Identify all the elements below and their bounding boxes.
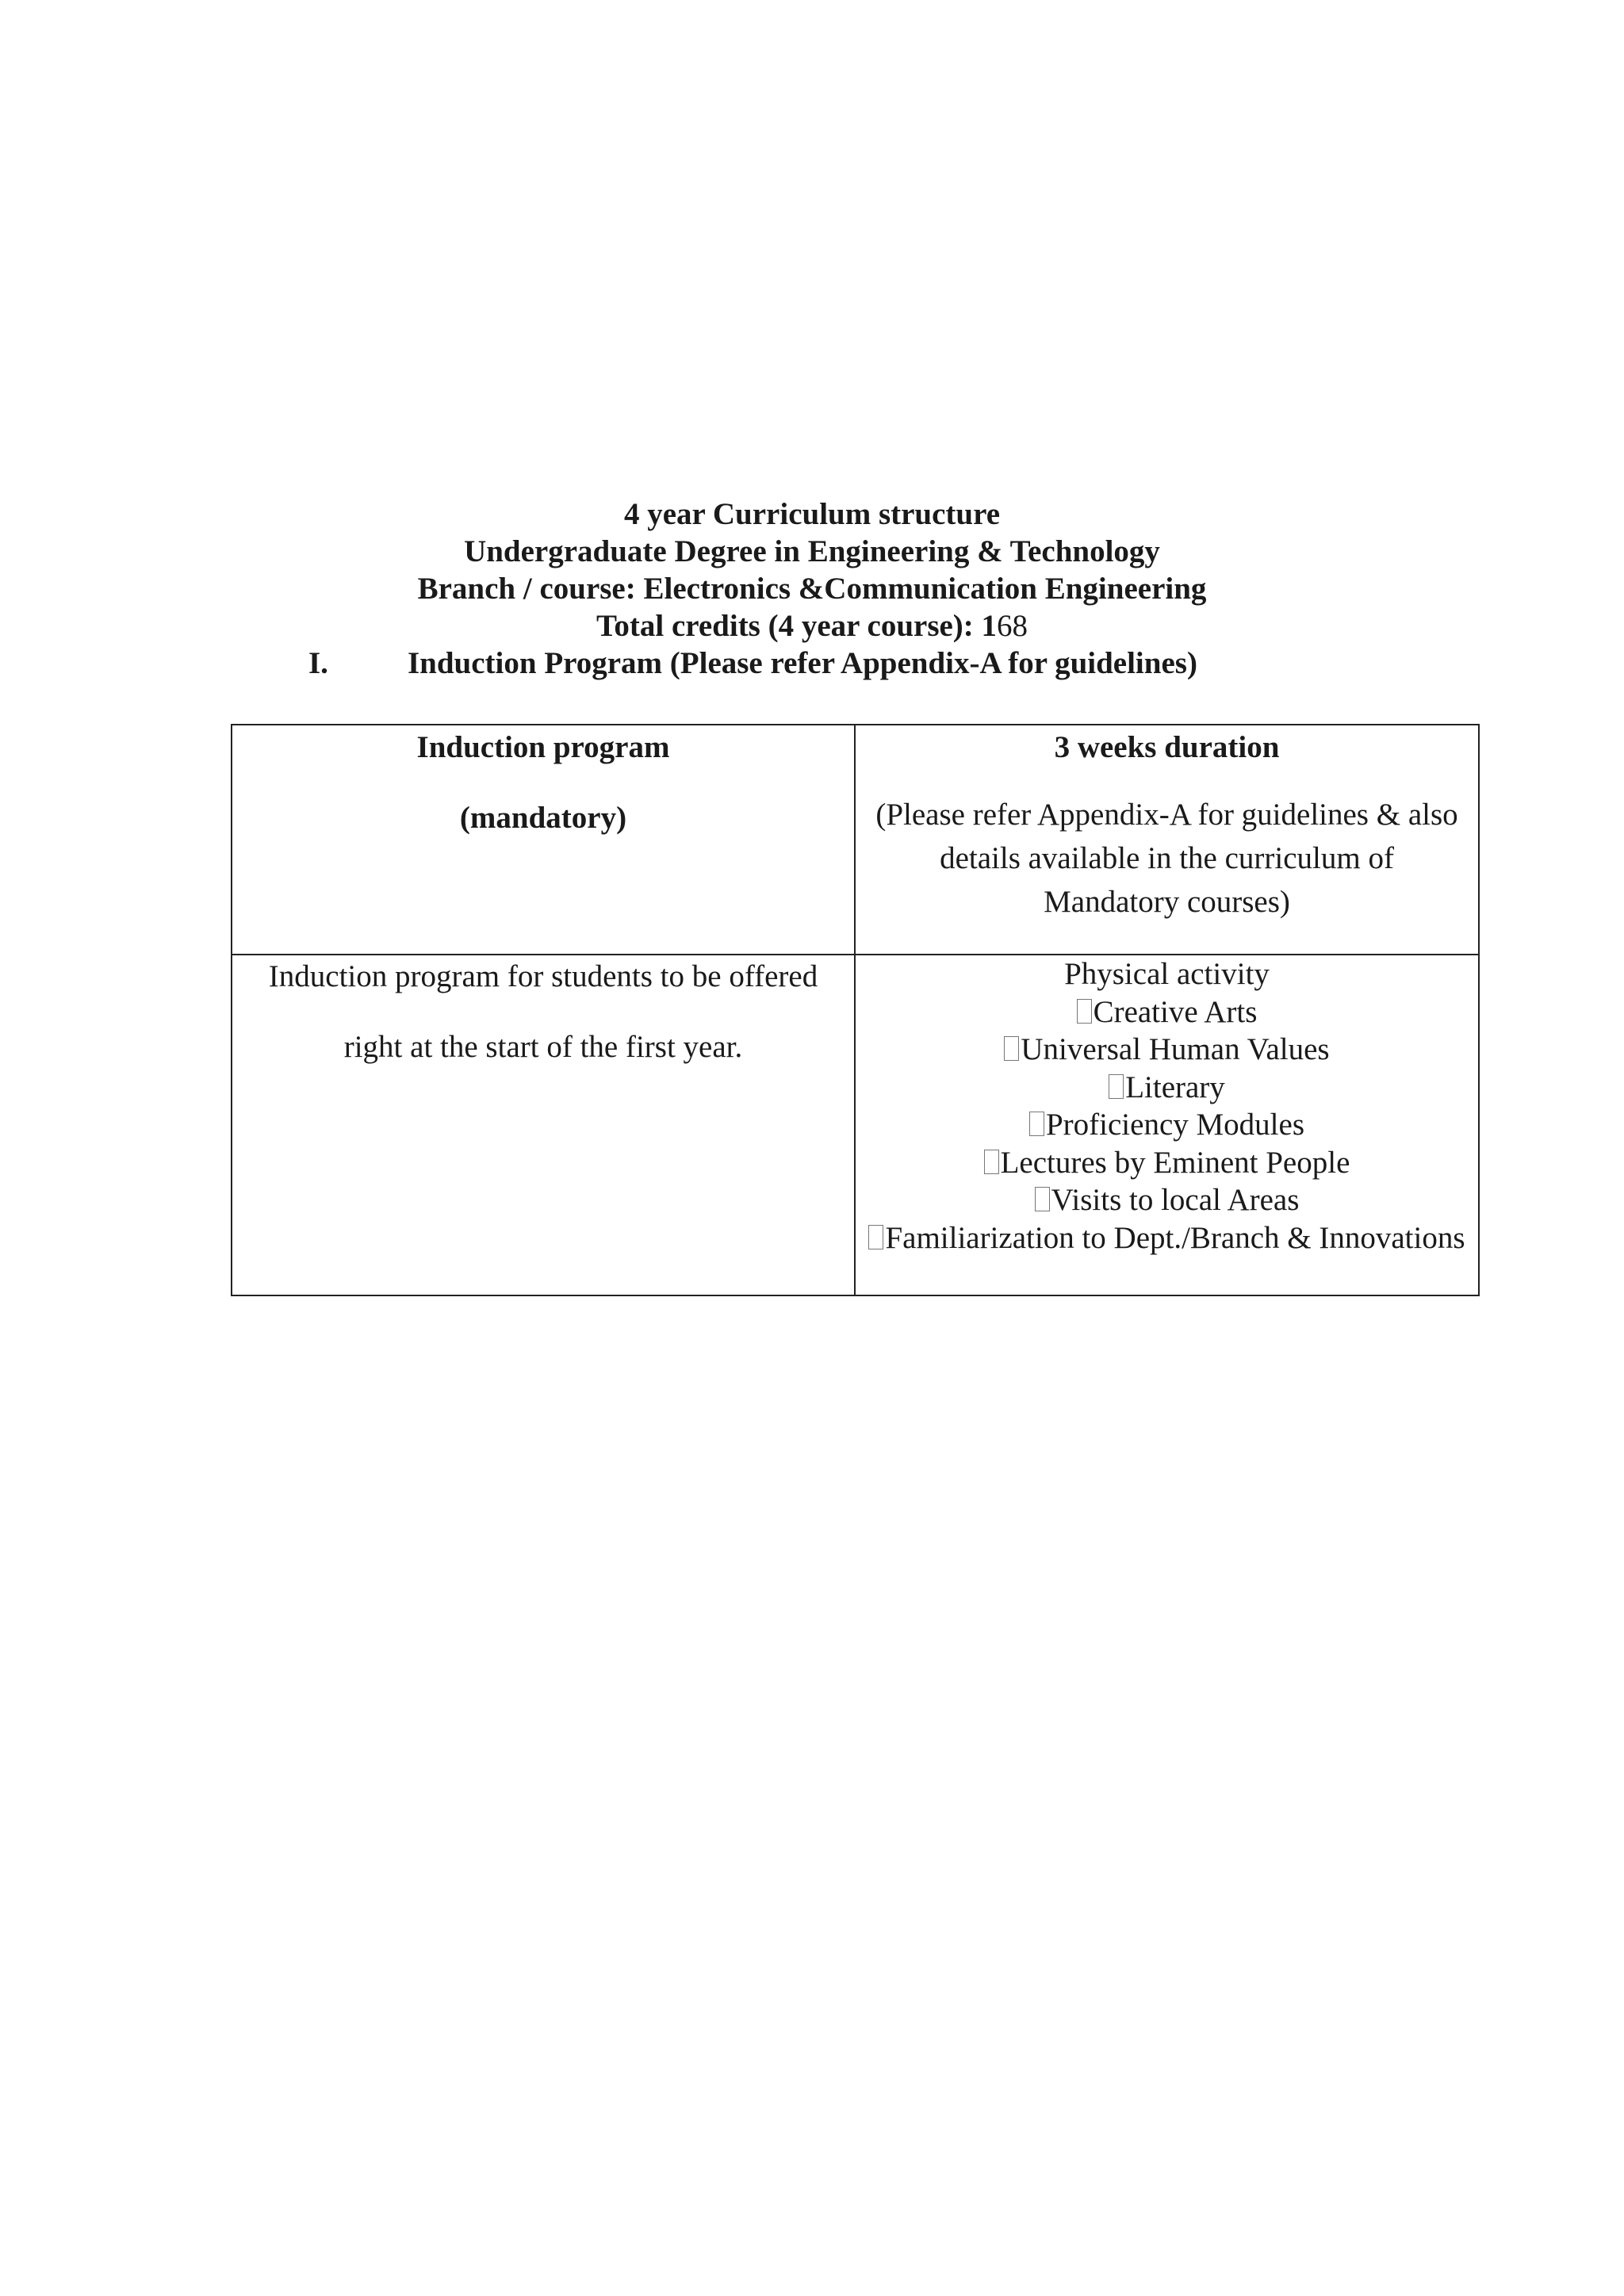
induction-description: Induction program for students to be offered right at the start of the first year. (268, 959, 818, 1064)
table-cell-activities (855, 955, 1479, 1295)
list-item (868, 955, 1465, 993)
appendix-note: (Please refer Appendix-A for guidelines & also details available in the curriculum of Mandatory courses) (875, 798, 1458, 919)
section-numeral: I. (308, 646, 328, 680)
activity-label: Visits to local Areas (1051, 1183, 1300, 1217)
activity-label: Creative Arts (1093, 994, 1258, 1029)
activity-label: Physical activity (1064, 957, 1270, 991)
missing-glyph-box-icon (1077, 999, 1092, 1024)
table-cell-induction-description (232, 955, 855, 1295)
missing-glyph-box-icon (1109, 1074, 1124, 1099)
induction-program-table (231, 724, 1480, 1296)
list-item (868, 993, 1465, 1031)
table-cell-induction-program (232, 725, 855, 955)
total-credits-label: Total credits (4 year course): 1 (596, 609, 998, 643)
activity-label: Universal Human Values (1021, 1032, 1330, 1066)
table-cell-duration (855, 725, 1479, 955)
missing-glyph-box-icon (1035, 1187, 1050, 1211)
section-title: Induction Program (Please refer Appendix-A for guidelines) (408, 646, 1197, 680)
activity-list (868, 955, 1465, 1257)
heading-line-3: Branch / course: Electronics &Communication Engineering (417, 572, 1207, 606)
list-item (868, 1144, 1465, 1182)
section-heading (0, 645, 1624, 684)
table-row (232, 725, 1479, 955)
list-item (868, 1069, 1465, 1107)
missing-glyph-box-icon (984, 1150, 999, 1174)
duration-title: 3 weeks duration (1054, 730, 1280, 764)
missing-glyph-box-icon (1004, 1036, 1019, 1061)
table-row (232, 955, 1479, 1295)
heading-line-2: Undergraduate Degree in Engineering & Technology (464, 534, 1160, 568)
total-credits-line (0, 607, 1624, 645)
list-item (868, 1106, 1465, 1144)
list-item (868, 1181, 1465, 1219)
missing-glyph-box-icon (868, 1225, 883, 1249)
activity-label: Lectures by Eminent People (1000, 1145, 1350, 1180)
missing-glyph-box-icon (1029, 1112, 1044, 1136)
total-credits-value: 68 (997, 609, 1028, 643)
activity-label: Familiarization to Dept./Branch & Innovations (885, 1220, 1465, 1255)
activity-label: Literary (1125, 1070, 1225, 1104)
list-item (868, 1031, 1465, 1069)
curriculum-heading (0, 496, 1624, 645)
heading-line-1: 4 year Curriculum structure (623, 497, 1001, 531)
induction-program-title: Induction program (416, 730, 670, 764)
activity-label: Proficiency Modules (1045, 1108, 1304, 1142)
list-item (868, 1219, 1465, 1257)
mandatory-label: (mandatory) (459, 801, 627, 835)
